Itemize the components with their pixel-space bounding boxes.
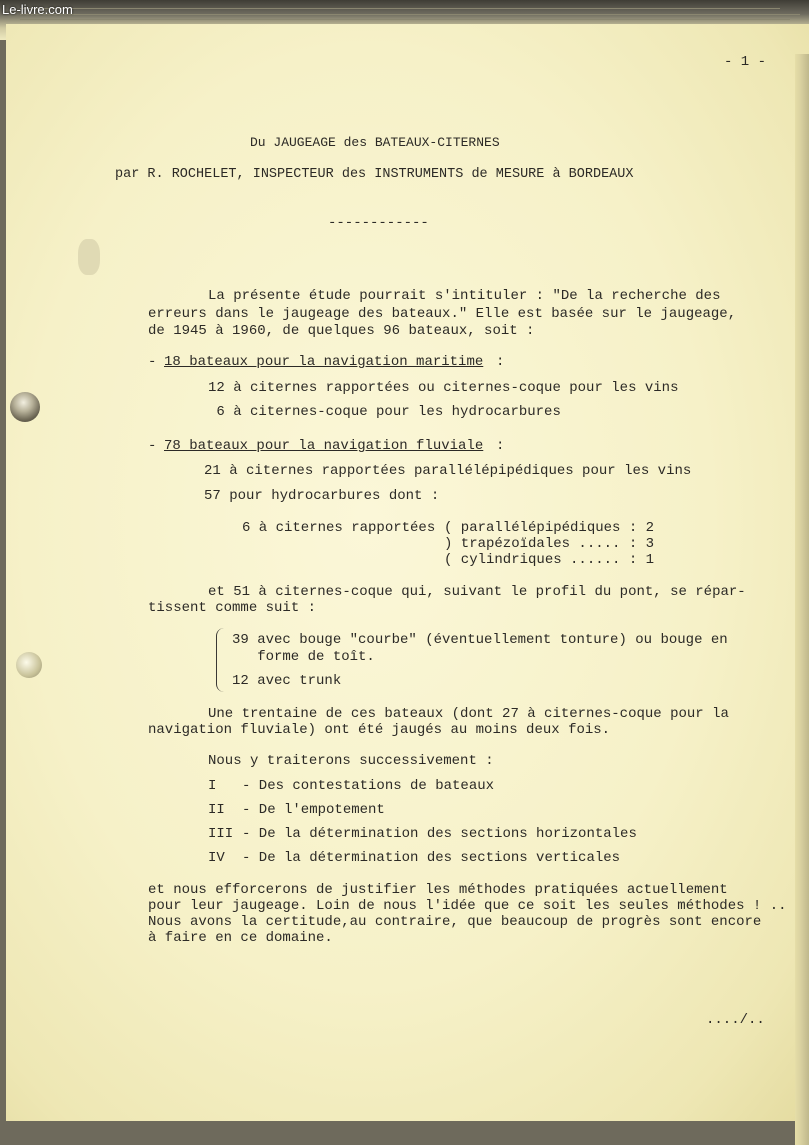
- chapter-3-text: - De la détermination des sections horizontales: [242, 826, 637, 842]
- conclusion-line-1: et nous efforcerons de justifier les méthodes pratiquées actuellement: [148, 882, 728, 898]
- coque-item-1: 39 avec bouge "courbe" (éventuellement tonture) ou bouge en: [232, 632, 728, 648]
- maritime-item-1: 12 à citernes rapportées ou citernes-coque pour les vins: [208, 380, 679, 396]
- coque-intro-line-1: et 51 à citernes-coque qui, suivant le profil du pont, se répar-: [208, 584, 746, 600]
- stack-line: [20, 8, 780, 9]
- trentaine-line-2: navigation fluviale) ont été jaugés au moins deux fois.: [148, 722, 611, 738]
- separator: ------------: [328, 215, 429, 231]
- sub-item-parallelepipediques: ( parallélépipédiques : 2: [444, 520, 655, 536]
- intro-line-3: de 1945 à 1960, de quelques 96 bateaux, soit :: [148, 323, 535, 339]
- intro-line-2: erreurs dans le jaugeage des bateaux." Elle est basée sur le jaugeage,: [148, 306, 737, 322]
- chapter-1-text: - Des contestations de bateaux: [242, 778, 495, 794]
- author-line: par R. ROCHELET, INSPECTEUR des INSTRUMENTS de MESURE à BORDEAUX: [115, 167, 634, 182]
- sub-item-cylindriques: ( cylindriques ...... : 1: [444, 552, 655, 568]
- fluviale-item-1: 21 à citernes rapportées parallélépipédiques pour les vins: [204, 463, 692, 479]
- chapter-2-num: II: [208, 802, 225, 818]
- conclusion-line-4: à faire en ce domaine.: [148, 930, 333, 946]
- brace: [216, 628, 225, 692]
- stack-line: [20, 19, 790, 20]
- conclusion-line-2: pour leur jaugeage. Loin de nous l'idée que ce soit les seules méthodes ! ..: [148, 898, 787, 914]
- maritime-dash: -: [148, 354, 157, 370]
- stain: [78, 239, 100, 275]
- chapter-2-text: - De l'empotement: [242, 802, 385, 818]
- maritime-heading: 18 bateaux pour la navigation maritime: [164, 354, 484, 370]
- traiterons-line: Nous y traiterons successivement :: [208, 753, 494, 769]
- citernes-rapportees-label: 6 à citernes rapportées: [242, 520, 436, 536]
- chapter-4-text: - De la détermination des sections verticales: [242, 850, 621, 866]
- continuation-mark: ..../..: [706, 1012, 765, 1028]
- chapter-1-num: I: [208, 778, 217, 794]
- coque-intro-line-2: tissent comme suit :: [148, 600, 317, 616]
- page-edge: [795, 54, 809, 1145]
- watermark: Le-livre.com: [2, 2, 73, 17]
- coque-item-2: 12 avec trunk: [232, 673, 342, 689]
- page-number: - 1 -: [724, 54, 767, 70]
- chapter-3-num: III: [208, 826, 234, 842]
- conclusion-line-3: Nous avons la certitude,au contraire, que beaucoup de progrès sont encore: [148, 914, 762, 930]
- punch-hole: [16, 652, 42, 678]
- coque-item-1-cont: forme de toît.: [232, 649, 375, 665]
- fluviale-colon: :: [496, 438, 505, 454]
- sub-item-trapezoidales: ) trapézoïdales ..... : 3: [444, 536, 655, 552]
- stack-line: [20, 14, 800, 15]
- binding-rivet: [10, 392, 40, 422]
- title: Du JAUGEAGE des BATEAUX-CITERNES: [250, 135, 500, 150]
- chapter-4-num: IV: [208, 850, 225, 866]
- fluviale-item-2: 57 pour hydrocarbures dont :: [204, 488, 440, 504]
- document-page: [6, 24, 809, 1121]
- trentaine-line-1: Une trentaine de ces bateaux (dont 27 à citernes-coque pour la: [208, 706, 729, 722]
- intro-line-1: La présente étude pourrait s'intituler : "De la recherche des: [208, 288, 721, 304]
- fluviale-heading: 78 bateaux pour la navigation fluviale: [164, 438, 484, 454]
- fluviale-dash: -: [148, 438, 157, 454]
- maritime-item-2: 6 à citernes-coque pour les hydrocarbures: [208, 404, 561, 420]
- maritime-colon: :: [496, 354, 505, 370]
